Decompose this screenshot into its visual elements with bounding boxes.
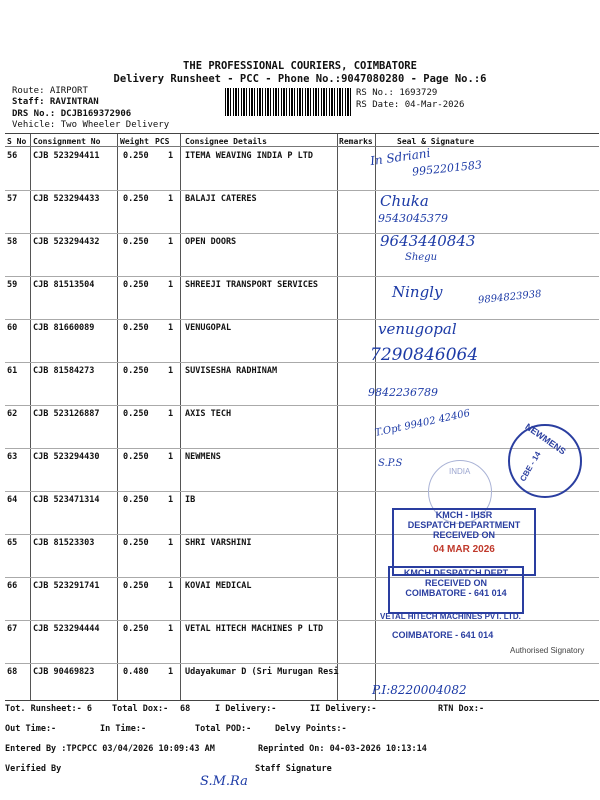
- row-weight: 0.250: [123, 237, 149, 247]
- row-consignment-no: CJB 523294411: [33, 151, 100, 161]
- row-weight: 0.250: [123, 624, 149, 634]
- phone-68: P.I:8220004082: [372, 683, 467, 697]
- out-time: Out Time:-: [5, 724, 57, 734]
- row-weight: 0.250: [123, 409, 149, 419]
- row-weight: 0.250: [123, 194, 149, 204]
- row-weight: 0.250: [123, 581, 149, 591]
- row-consignment-no: CJB 90469823: [33, 667, 95, 677]
- row-consignee: SUVISESHA RADHINAM: [185, 366, 278, 376]
- row-consignment-no: CJB 81513504: [33, 280, 95, 290]
- col-consignee: Consignee Details: [185, 137, 267, 146]
- i-delivery: I Delivery:-: [215, 704, 277, 714]
- row-consignment-no: CJB 523294432: [33, 237, 100, 247]
- signature-57: Chuka: [380, 192, 429, 210]
- vehicle-label: Vehicle: Two Wheeler Delivery: [12, 120, 170, 130]
- row-sno: 65: [7, 538, 18, 548]
- phone-60: 7290846064: [370, 345, 479, 365]
- table-row: [5, 620, 599, 664]
- col-seal-signature: Seal & Signature: [397, 137, 475, 146]
- col-consignment: Consignment No: [33, 137, 101, 146]
- row-consignee: SHREEJI TRANSPORT SERVICES: [185, 280, 319, 290]
- row-consignee: VETAL HITECH MACHINES P LTD: [185, 624, 324, 634]
- row-pcs: 1: [168, 538, 174, 548]
- vetal-stamp-line1: VETAL HITECH MACHINES PVT. LTD.: [380, 612, 521, 621]
- table-row: [5, 405, 599, 449]
- row-consignment-no: CJB 523294444: [33, 624, 100, 634]
- row-consignee: SHRI VARSHINI: [185, 538, 252, 548]
- signature-58: Shegu: [405, 252, 438, 263]
- row-consignment-no: CJB 81584273: [33, 366, 95, 376]
- row-pcs: 1: [168, 409, 174, 419]
- row-pcs: 1: [168, 452, 174, 462]
- phone-56: 9952201583: [411, 158, 483, 179]
- kmch-stamp-line1: KMCH - IHSR: [435, 510, 493, 520]
- table-row: [5, 147, 599, 191]
- total-pod: Total POD:-: [195, 724, 252, 734]
- kmch2-line2: RECEIVED ON: [424, 578, 487, 588]
- newmens-stamp-sub: CBE - 14: [518, 450, 543, 483]
- kmch-despatch-stamp: [388, 566, 524, 614]
- row-consignee: BALAJI CATERES: [185, 194, 257, 204]
- drs-number: DRS No.: DCJB169372906: [12, 109, 132, 119]
- row-sno: 67: [7, 624, 18, 634]
- verified-by: Verified By: [5, 764, 62, 774]
- rtn-dox: RTN Dox:-: [438, 704, 485, 714]
- in-time: In Time:-: [100, 724, 147, 734]
- row-pcs: 1: [168, 194, 174, 204]
- total-dox-label: Total Dox:-: [112, 704, 169, 714]
- row-sno: 61: [7, 366, 18, 376]
- kmch2-line3: COIMBATORE - 641 014: [405, 588, 507, 598]
- row-consignment-no: CJB 523294433: [33, 194, 100, 204]
- row-pcs: 1: [168, 581, 174, 591]
- col-remarks: Remarks: [339, 137, 373, 146]
- row-sno: 58: [7, 237, 18, 247]
- runsheet-title: Delivery Runsheet - PCC - Phone No.:9047080280 - Page No.:6: [113, 73, 487, 85]
- entered-by: Entered By :TPCPCC 03/04/2026 10:09:43 AM: [5, 744, 215, 754]
- rs-date: RS Date: 04-Mar-2026: [356, 100, 465, 110]
- company-title: THE PROFESSIONAL COURIERS, COIMBATORE: [183, 60, 417, 72]
- row-consignee: IB: [185, 495, 196, 505]
- row-weight: 0.250: [123, 452, 149, 462]
- barcode: [225, 88, 353, 116]
- row-sno: 68: [7, 667, 18, 677]
- reprinted-on: Reprinted On: 04-03-2026 10:13:14: [258, 744, 427, 754]
- row-consignment-no: CJB 523471314: [33, 495, 100, 505]
- rs-number: RS No.: 1693729: [356, 88, 438, 98]
- row-sno: 63: [7, 452, 18, 462]
- row-consignee: ITEMA WEAVING INDIA P LTD: [185, 151, 313, 161]
- row-consignee: VENUGOPAL: [185, 323, 232, 333]
- kmch-stamp-date: 04 MAR 2026: [433, 544, 495, 555]
- row-sno: 64: [7, 495, 18, 505]
- row-pcs: 1: [168, 280, 174, 290]
- row-sno: 66: [7, 581, 18, 591]
- staff-signature-label: Staff Signature: [255, 764, 332, 774]
- row-pcs: 1: [168, 667, 174, 677]
- row-consignee: NEWMENS: [185, 452, 221, 462]
- staff-signature-ink: S.M.Ra: [200, 774, 248, 789]
- row-consignee: OPEN DOORS: [185, 237, 237, 247]
- phone-57: 9543045379: [378, 212, 448, 225]
- signature-60: venugopal: [378, 320, 457, 338]
- row-pcs: 1: [168, 151, 174, 161]
- india-stamp-text: INDIA: [449, 467, 471, 476]
- table-row: [5, 663, 599, 706]
- staff-label: Staff: RAVINTRAN: [12, 97, 99, 107]
- tot-runsheet: Tot. Runsheet:- 6: [5, 704, 92, 714]
- row-pcs: 1: [168, 366, 174, 376]
- delvy-points: Delvy Points:-: [275, 724, 347, 734]
- row-pcs: 1: [168, 624, 174, 634]
- row-pcs: 1: [168, 237, 174, 247]
- table-row: [5, 362, 599, 406]
- row-consignment-no: CJB 523126887: [33, 409, 100, 419]
- phone-58: 9643440843: [380, 232, 476, 250]
- row-sno: 56: [7, 151, 18, 161]
- kmch2-line1: KMCH DESPATCH DEPT: [403, 568, 509, 578]
- row-pcs: 1: [168, 323, 174, 333]
- phone-61: 9842236789: [368, 386, 438, 399]
- newmens-stamp: [508, 421, 582, 498]
- col-sno: S No: [7, 137, 27, 146]
- phone-59: 9894823938: [477, 288, 543, 307]
- ii-delivery: II Delivery:-: [310, 704, 377, 714]
- row-weight: 0.480: [123, 667, 149, 677]
- kmch-stamp-line2: DESPATCH DEPARTMENT: [407, 520, 521, 530]
- row-weight: 0.250: [123, 323, 149, 333]
- row-sno: 57: [7, 194, 18, 204]
- row-sno: 59: [7, 280, 18, 290]
- vetal-stamp-line3: Authorised Signatory: [510, 646, 585, 655]
- row-weight: 0.250: [123, 366, 149, 376]
- vetal-stamp-line2: COIMBATORE - 641 014: [392, 630, 494, 640]
- kmch-stamp-line3: RECEIVED ON: [432, 530, 495, 540]
- table-row: [5, 233, 599, 277]
- row-consignee: AXIS TECH: [185, 409, 232, 419]
- table-row: [5, 319, 599, 363]
- route-label: Route: AIRPORT: [12, 86, 88, 96]
- row-weight: 0.250: [123, 280, 149, 290]
- row-consignment-no: CJB 81660089: [33, 323, 95, 333]
- col-weight: Weight: [120, 137, 149, 146]
- row-consignee: Udayakumar D (Sri Murugan Resi: [185, 667, 339, 677]
- total-dox-value: 68: [180, 704, 191, 714]
- row-pcs: 1: [168, 495, 174, 505]
- signature-59: Ningly: [392, 283, 443, 301]
- row-consignment-no: CJB 523294430: [33, 452, 100, 462]
- row-weight: 0.250: [123, 538, 149, 548]
- col-pcs: PCS: [155, 137, 170, 146]
- newmens-stamp-text: NEWMENS: [523, 421, 568, 457]
- signature-56: In Sdriani: [369, 145, 432, 169]
- row-sno: 62: [7, 409, 18, 419]
- row-weight: 0.250: [123, 151, 149, 161]
- signature-62: T.Opt 99402 42406: [373, 408, 472, 439]
- row-consignee: KOVAI MEDICAL: [185, 581, 252, 591]
- row-consignment-no: CJB 81523303: [33, 538, 95, 548]
- signature-63: S.P.S: [378, 458, 403, 469]
- row-consignment-no: CJB 523291741: [33, 581, 100, 591]
- table-row: [5, 190, 599, 234]
- row-weight: 0.250: [123, 495, 149, 505]
- row-sno: 60: [7, 323, 18, 333]
